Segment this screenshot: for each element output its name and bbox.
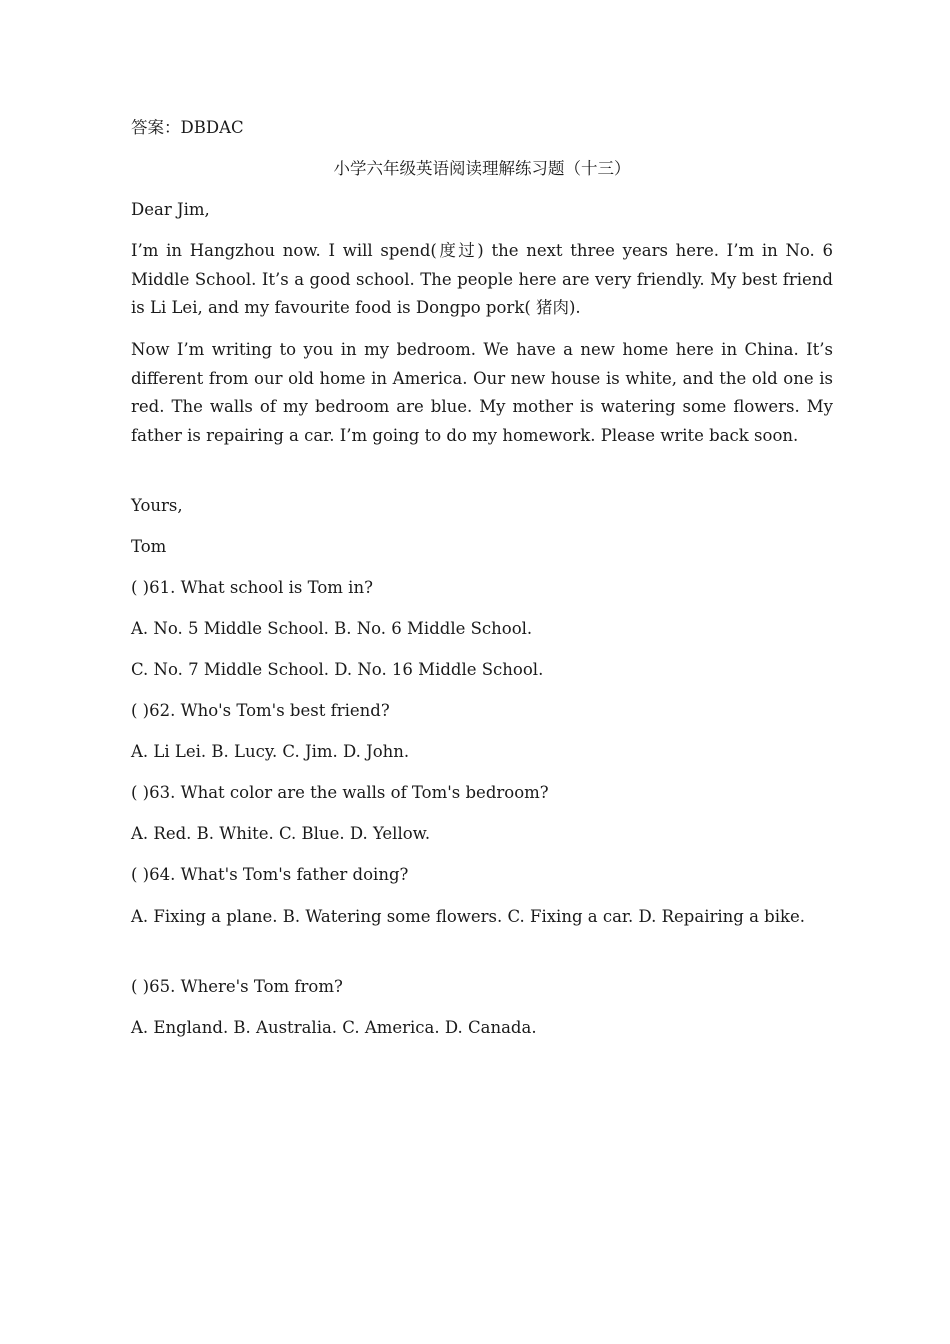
letter-signature: Tom <box>131 537 167 556</box>
question-63-options: A. Red. B. White. C. Blue. D. Yellow. <box>131 824 431 843</box>
question-64: ( )64. What's Tom's father doing? <box>131 865 409 884</box>
letter-paragraph-1: I’m in Hangzhou now. I will spend(度过) the next three years here. I’m in No. 6 Middle School. It’s a good school. The people here are very friendly. My best friend is Li Lei, and my favourite food is Dongpo pork( 猪肉). <box>131 241 833 318</box>
letter-greeting: Dear Jim, <box>131 200 210 219</box>
question-62-options: A. Li Lei. B. Lucy. C. Jim. D. John. <box>131 742 410 761</box>
question-61-options-2: C. No. 7 Middle School. D. No. 16 Middle School. <box>131 660 544 679</box>
question-64-options: A. Fixing a plane. B. Watering some flowers. C. Fixing a car. D. Repairing a bike. <box>131 907 806 926</box>
exercise-title: 小学六年级英语阅读理解练习题（十三） <box>333 159 631 178</box>
answer-line: 答案：DBDAC <box>131 118 244 137</box>
question-65-options: A. England. B. Australia. C. America. D. Canada. <box>131 1018 537 1037</box>
question-62: ( )62. Who's Tom's best friend? <box>131 701 390 720</box>
question-63: ( )63. What color are the walls of Tom's bedroom? <box>131 783 549 802</box>
question-61: ( )61. What school is Tom in? <box>131 578 373 597</box>
letter-closing: Yours, <box>131 496 183 515</box>
question-65: ( )65. Where's Tom from? <box>131 977 343 996</box>
question-61-options-1: A. No. 5 Middle School. B. No. 6 Middle School. <box>131 619 533 638</box>
letter-paragraph-2: Now I’m writing to you in my bedroom. We have a new home here in China. It’s different from our old home in America. Our new house is white, and the old one is red. The walls of my bedroom are blue. My mother is watering some flowers. My father is repairing a car. I’m going to do my homework. Please write back soon. <box>131 340 833 446</box>
